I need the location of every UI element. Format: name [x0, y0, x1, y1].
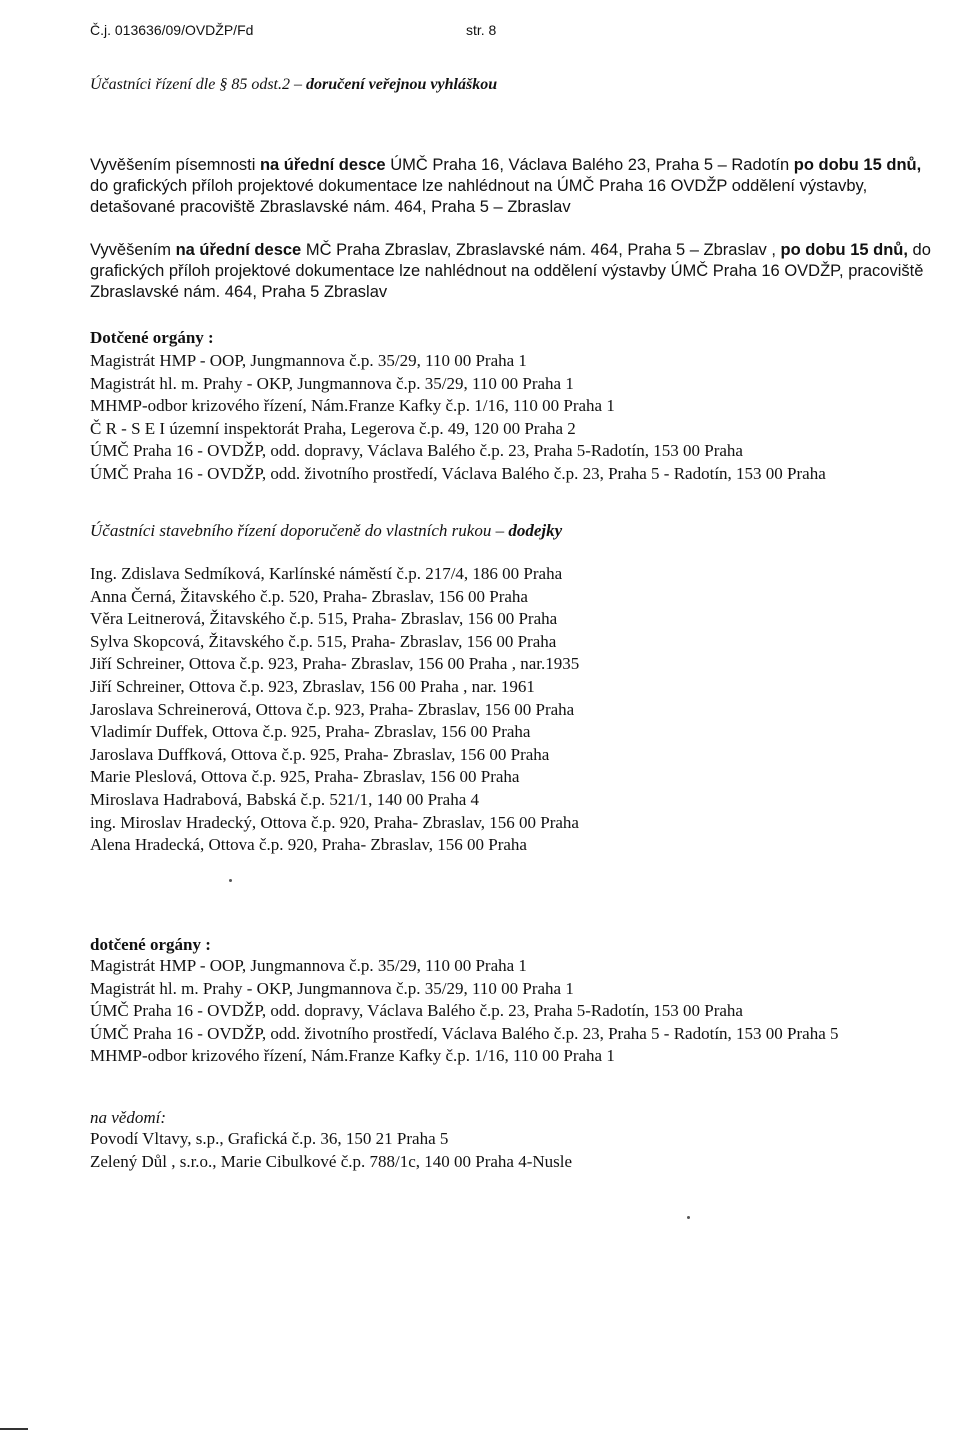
list-item: Jiří Schreiner, Ottova č.p. 923, Zbraslav, 156 00 Praha , nar. 1961 — [90, 676, 535, 696]
list-item: Marie Pleslová, Ottova č.p. 925, Praha- Zbraslav, 156 00 Praha — [90, 767, 520, 787]
para2-part-e: do grafických příloh projektové dokumentace lze nahlédnout na oddělení výstavby ÚMČ Praha 16 OVDŽP, pracoviště Zbraslavské nám. 464, Praha 5 Zbraslav — [90, 241, 931, 301]
list-item: Vladimír Duffek, Ottova č.p. 925, Praha- Zbraslav, 156 00 Praha — [90, 722, 531, 742]
list-item: ÚMČ Praha 16 - OVDŽP, odd. životního prostředí, Václava Balého č.p. 23, Praha 5 - Radotín, 153 00 Praha 5 — [90, 1023, 839, 1043]
notice-paragraph-1 — [90, 155, 940, 218]
list-item: MHMP-odbor krizového řízení, Nám.Franze Kafky č.p. 1/16, 110 00 Praha 1 — [90, 396, 615, 416]
list-item: MHMP-odbor krizového řízení, Nám.Franze Kafky č.p. 1/16, 110 00 Praha 1 — [90, 1046, 615, 1066]
para2-part-a: Vyvěšením — [90, 241, 176, 259]
list-item: ÚMČ Praha 16 - OVDŽP, odd. dopravy, Václava Balého č.p. 23, Praha 5-Radotín, 153 00 Praha — [90, 1001, 743, 1021]
notice-section-title — [90, 76, 497, 94]
for-info-list — [90, 1128, 572, 1173]
participants-title-emphasis: dodejky — [508, 521, 563, 540]
authorities-list-2 — [90, 955, 839, 1068]
list-item: ing. Miroslav Hradecký, Ottova č.p. 920, Praha- Zbraslav, 156 00 Praha — [90, 812, 579, 832]
notice-title-emphasis: doručení veřejnou vyhláškou — [305, 76, 498, 93]
para1-part-e: do grafických příloh projektové dokumentace lze nahlédnout na ÚMČ Praha 16 OVDŽP oddělení výstavby, detašované pracoviště Zbraslavské nám. 464, Praha 5 – Zbraslav — [90, 177, 868, 216]
para2-part-d: po dobu 15 dnů, — [780, 241, 908, 259]
document-reference: Č.j. 013636/09/OVDŽP/Fd — [90, 22, 254, 38]
list-item: Jaroslava Duffková, Ottova č.p. 925, Praha- Zbraslav, 156 00 Praha — [90, 744, 550, 764]
list-item: Věra Leitnerová, Žitavského č.p. 515, Praha- Zbraslav, 156 00 Praha — [90, 609, 558, 629]
scan-speck — [229, 879, 232, 882]
participants-title-prefix: Účastníci stavebního řízení doporučeně do vlastních rukou – — [90, 521, 509, 540]
authorities-heading-2: dotčené orgány : — [90, 935, 211, 954]
list-item: Č R - S E I územní inspektorát Praha, Legerova č.p. 49, 120 00 Praha 2 — [90, 418, 576, 438]
scan-edge-mark — [0, 1428, 28, 1430]
scan-speck — [687, 1216, 690, 1219]
list-item: Anna Černá, Žitavského č.p. 520, Praha- Zbraslav, 156 00 Praha — [90, 586, 528, 606]
para2-part-b: na úřední desce — [175, 241, 302, 259]
participants-section-title — [90, 520, 562, 542]
list-item: Sylva Skopcová, Žitavského č.p. 515, Praha- Zbraslav, 156 00 Praha — [90, 631, 557, 651]
para1-part-d: po dobu 15 dnů, — [793, 156, 922, 174]
notice-title-prefix: Účastníci řízení dle § 85 odst.2 – — [90, 76, 306, 93]
list-item: ÚMČ Praha 16 - OVDŽP, odd. dopravy, Václava Balého č.p. 23, Praha 5-Radotín, 153 00 Praha — [90, 441, 743, 461]
list-item: Magistrát hl. m. Prahy - OKP, Jungmannova č.p. 35/29, 110 00 Praha 1 — [90, 978, 574, 998]
para1-part-c: ÚMČ Praha 16, Václava Balého 23, Praha 5 – Radotín — [385, 156, 794, 174]
authorities-list-1 — [90, 350, 826, 486]
list-item: Ing. Zdislava Sedmíková, Karlínské náměstí č.p. 217/4, 186 00 Praha — [90, 564, 563, 583]
list-item: Magistrát hl. m. Prahy - OKP, Jungmannova č.p. 35/29, 110 00 Praha 1 — [90, 373, 574, 393]
list-item: Zelený Důl , s.r.o., Marie Cibulkové č.p. 788/1c, 140 00 Praha 4-Nusle — [90, 1151, 573, 1171]
notice-paragraph-2 — [90, 240, 940, 303]
authorities-heading-1: Dotčené orgány : — [90, 328, 214, 347]
para1-part-b: na úřední desce — [259, 156, 386, 174]
page-number: str. 8 — [466, 22, 497, 38]
list-item: Magistrát HMP - OOP, Jungmannova č.p. 35/29, 110 00 Praha 1 — [90, 351, 527, 370]
para2-part-c: MČ Praha Zbraslav, Zbraslavské nám. 464, Praha 5 – Zbraslav , — [301, 241, 781, 259]
list-item: Jiří Schreiner, Ottova č.p. 923, Praha- Zbraslav, 156 00 Praha , nar.1935 — [90, 654, 580, 674]
list-item: Jaroslava Schreinerová, Ottova č.p. 923, Praha- Zbraslav, 156 00 Praha — [90, 699, 575, 719]
participants-list — [90, 563, 579, 857]
for-info-heading: na vědomí: — [90, 1108, 167, 1127]
list-item: ÚMČ Praha 16 - OVDŽP, odd. životního prostředí, Václava Balého č.p. 23, Praha 5 - Radotín, 153 00 Praha — [90, 463, 826, 483]
list-item: Alena Hradecká, Ottova č.p. 920, Praha- Zbraslav, 156 00 Praha — [90, 835, 527, 855]
list-item: Miroslava Hadrabová, Babská č.p. 521/1, 140 00 Praha 4 — [90, 789, 480, 809]
list-item: Magistrát HMP - OOP, Jungmannova č.p. 35/29, 110 00 Praha 1 — [90, 956, 527, 975]
para1-part-a: Vyvěšením písemnosti — [90, 156, 260, 174]
list-item: Povodí Vltavy, s.p., Grafická č.p. 36, 150 21 Praha 5 — [90, 1129, 449, 1148]
